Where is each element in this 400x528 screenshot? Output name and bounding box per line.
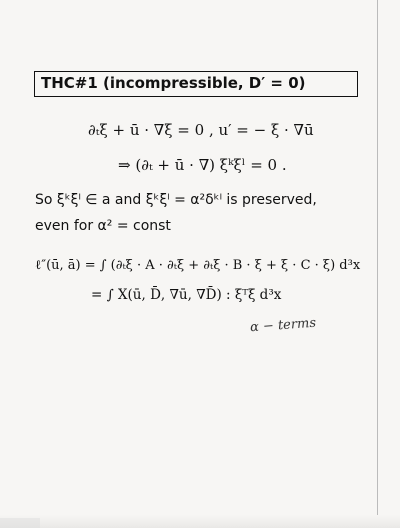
handwritten-note: α − terms	[249, 315, 317, 336]
equation-implication: ⇒ (∂ₜ + ū · ∇) ξᵏξˡ = 0 .	[118, 156, 287, 174]
scan-smudge	[0, 518, 40, 528]
equation-lagrangian-x: = ∫ X(ū, D̄, ∇ū, ∇D̄) : ξᵀξ d³x	[91, 287, 282, 303]
equation-lagrangian: ℓ″(ū, ā) = ∫ (∂ₜξ · A · ∂ₜξ + ∂ₜξ · B · ξ + ξ · C · ξ) d³x	[35, 258, 361, 273]
page-bottom-shadow	[0, 515, 400, 528]
text-preserved: So ξᵏξˡ ∈ a and ξᵏξˡ = α²δᵏˡ is preserved,	[35, 192, 317, 208]
page-title: THC#1 (incompressible, D′ = 0)	[41, 74, 306, 92]
text-const: even for α² = const	[35, 218, 171, 234]
page-edge	[377, 0, 378, 528]
equation-transport: ∂ₜξ + ū · ∇ξ = 0 , u′ = − ξ · ∇ū	[88, 121, 314, 139]
